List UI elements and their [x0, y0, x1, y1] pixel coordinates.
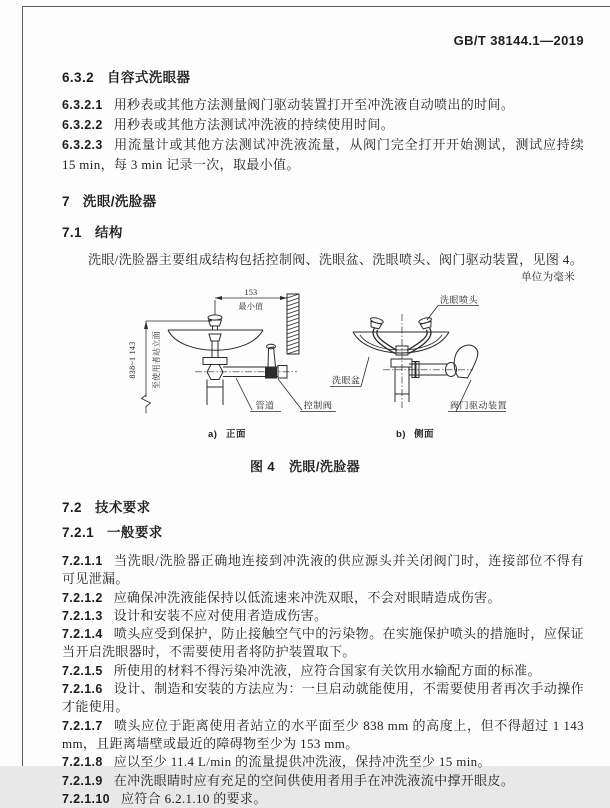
valve-drive-paddle [454, 345, 478, 378]
clause-text: 用流量计或其他方法测试冲洗液流量，从阀门完全打开开始测试，测试应持续 15 min，每 3 min 记录一次，取最小值。 [62, 137, 584, 172]
clause-number: 7.2.1.7 [62, 718, 103, 733]
clause-item [62, 662, 584, 680]
side-view [330, 294, 507, 440]
doc-number: GB/T 38144.1—2019 [453, 33, 584, 48]
control-valve [266, 344, 277, 378]
clause-list-7-2-1 [62, 552, 584, 808]
clause-text: 喷头应受到保护，防止接触空气中的污染物。在实施保护喷头的措施时，应保证当开启洗眼器时，不需要使用者将防护装置取下。 [62, 626, 584, 660]
section-heading-7 [62, 193, 584, 211]
drain-pipe-front [207, 380, 223, 406]
figure-4-drawing [35, 284, 575, 442]
section-number: 7.2.1 [62, 525, 95, 540]
section-number: 7.1 [62, 225, 82, 240]
control-valve-label: 控制阀 [303, 400, 333, 411]
clause-number: 7.2.1.5 [62, 663, 103, 678]
spray-head-left [369, 317, 384, 330]
clause-item [62, 607, 584, 625]
clause-item [62, 589, 584, 607]
clause-text: 当洗眼/洗脸器正确地连接到冲洗液的供应源头并关闭阀门时，连接部位不得有可见泄漏。 [62, 553, 584, 587]
basin-label: 洗眼盆 [332, 375, 361, 386]
clause-item [62, 115, 584, 135]
clause-number: 7.2.1.2 [62, 590, 103, 605]
clause-number: 7.2.1.4 [62, 627, 103, 642]
front-view [128, 288, 336, 440]
clause-number: 6.3.2.2 [62, 118, 103, 132]
clause-text: 喷头应位于距离使用者站立的水平面至少 838 mm 的高度上，但不得超过 1 143 mm，且距离墙壁或最近的障碍物至少为 153 mm。 [62, 717, 584, 751]
clause-number: 7.2.1.10 [62, 791, 110, 806]
supply-pipe-side [383, 362, 473, 378]
spray-head-right [418, 317, 433, 330]
valve-drive-label: 阀门驱动装置 [450, 400, 508, 411]
dim-height-note: 至使用者站立面 [152, 330, 161, 390]
clause-text: 用秒表或其他方法测试冲洗液的持续使用时间。 [113, 117, 395, 132]
clause-text: 在冲洗眼睛时应有充足的空间供使用者用手在冲洗液流中撑开眼皮。 [113, 772, 515, 788]
clause-list-6-3-2 [62, 95, 584, 175]
clause-text: 应以至少 11.4 L/min 的流量提供冲洗液，保持冲洗至少 15 min。 [113, 754, 491, 770]
clause-number: 7.2.1.3 [62, 608, 103, 623]
section-heading-7-2-1 [62, 524, 584, 542]
dim-153-label: 153 [244, 288, 258, 297]
clause-item [62, 552, 584, 589]
section-number: 6.3.2 [62, 70, 95, 85]
clause-item [62, 753, 584, 771]
section-heading-7-1 [62, 224, 584, 242]
clause-number: 6.3.2.3 [62, 138, 103, 152]
clause-item [62, 717, 584, 754]
section-title: 技术要求 [94, 500, 151, 515]
clause-text: 设计、制造和安装的方法应为：一旦启动就能使用，不需要使用者再次手动操作才能使用。 [62, 681, 584, 715]
break-symbol [142, 395, 151, 414]
unit-note: 单位为毫米 [521, 272, 575, 283]
clause-text: 应确保冲洗液能保持以低流速来冲洗双眼，不会对眼睛造成伤害。 [113, 589, 501, 605]
section-title: 自容式洗眼器 [107, 70, 191, 85]
caption-side-letter: b) [396, 429, 406, 440]
clause-number: 6.3.2.1 [62, 98, 103, 112]
clause-item [62, 625, 584, 662]
section-heading-7-2 [62, 499, 584, 517]
clause-number: 7.2.1.9 [62, 773, 103, 788]
spray-head-front [208, 315, 222, 330]
section-title: 结构 [94, 225, 123, 240]
clause-number: 7.2.1.6 [62, 682, 103, 697]
caption-front-letter: a) [208, 429, 218, 440]
dim-height-label: 838~1 143 [128, 341, 137, 379]
basin-side [353, 332, 449, 353]
caption-front: 正面 [226, 429, 247, 440]
spray-head-label: 洗眼喷头 [440, 295, 479, 305]
clause-item [62, 790, 584, 808]
basin-front [168, 330, 263, 357]
supply-pipe-front [195, 366, 297, 379]
pipe-label: 管道 [255, 400, 275, 411]
section-title: 一般要求 [107, 525, 163, 540]
clause-item [62, 680, 584, 717]
figure-caption-title: 洗眼/洗脸器 [289, 459, 361, 474]
clause-item [62, 95, 584, 115]
section-number: 7.2 [62, 500, 82, 515]
section-heading-6-3-2 [62, 70, 584, 86]
clause-number: 7.2.1.1 [62, 554, 103, 568]
clause-text: 设计和安装不应对使用者造成伤害。 [113, 607, 328, 623]
section-number: 7 [62, 194, 70, 209]
section-title: 洗眼/洗脸器 [82, 194, 157, 209]
caption-side: 侧面 [414, 429, 435, 440]
clause-text: 用秒表或其他方法测量阀门驱动装置打开至冲洗液自动喷出的时间。 [113, 97, 515, 112]
clause-text: 所使用的材料不得污染冲洗液，应符合国家有关饮用水输配方面的标准。 [113, 662, 541, 678]
dim-min-note: 最小值 [238, 302, 264, 311]
clause-text: 应符合 6.2.1.10 的要求。 [120, 790, 267, 806]
structure-paragraph: 洗眼/洗脸器主要组成结构包括控制阀、洗眼盆、洗眼喷头、阀门驱动装置，见图 4。 [88, 252, 584, 267]
clause-item [62, 772, 584, 790]
wall-hatching [287, 294, 299, 354]
clause-number: 7.2.1.8 [62, 755, 103, 770]
figure-caption [35, 459, 575, 475]
figure-caption-label: 图 4 [249, 459, 276, 474]
clause-item [62, 135, 584, 175]
